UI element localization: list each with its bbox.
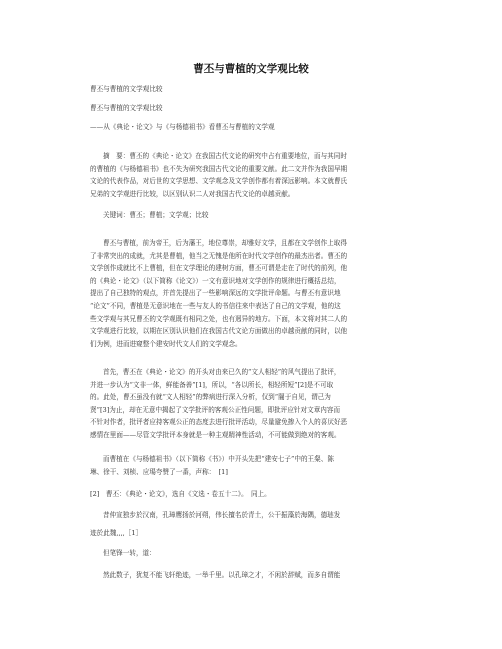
keywords [90, 209, 412, 222]
footnote-line: [2] 曹丕：《典论・论文》，选自《文选・卷五十二》。 同上。 [90, 490, 271, 498]
quote-line: 迹於此魏,,,,［1］ [90, 529, 143, 537]
header-line: ——从《典论・论文》与《与杨德祖书》看曹丕与曹植的文学观 [90, 123, 275, 131]
closing-line: 然此数子，犹复不能飞轩绝迹，一举千里。以孔璋之才，不闲於辞赋，而多自谓能 [103, 571, 341, 579]
paragraph-line: 们为例，进而进窥整个建安时代文人们的文学观念。 [90, 339, 242, 348]
paragraph-line: “论文”不同，曹植是无意识地在一些与友人的书信往来中表达了自己的文学观，他的这 [90, 301, 341, 310]
paragraph-line: 贤”[3]为止，却在无意中揭起了文学批评的客观公正性问题，即批评应针对文章内容而 [90, 405, 341, 414]
header-line: 曹丕与曹植的文学观比较 [90, 104, 163, 112]
abstract-line: 文论的代表作品，对后世的文学思想、文学观念及文学创作都有着深远影响。本文就曹氏 [90, 177, 348, 186]
paragraph-1 [90, 237, 412, 350]
header-line: 曹丕与曹植的文学观比较 [90, 85, 163, 93]
paragraph-line: 文学创作成就比不上曹植，但在文学理论的建树方面，曹丕可谓是走在了时代的前列，他 [90, 264, 348, 273]
paragraph-line: 提出了自己独特的观点，并首先提出了一些影响深远的文学批评命题。与曹丕有意识地 [90, 289, 341, 298]
abstract-line: 的曹植的《与杨德祖书》也不失为研究我国古代文论的重要文献。此二文并作为我国早期 [90, 164, 348, 173]
paragraph-line: 而曹植在《与杨德祖书》（以下简称《书》）中开头先把“建安七子”中的王粲、陈 [103, 455, 334, 463]
footnote [90, 488, 412, 501]
quote-line: 昔仲宣独步於汉南，孔璋鹰扬於河朔，伟长擅名於青土，公干振藻於海隅，德琏发 [103, 511, 341, 519]
paragraph-3 [90, 453, 412, 478]
abstract-line: 兄弟的文学观进行比较，以区别认识二人对我国古代文论的卓越贡献。 [90, 189, 295, 198]
quote [90, 509, 412, 540]
keywords-line: 关键词：曹丕；曹植；文学观；比较 [103, 211, 209, 219]
paragraph-line: 文学观进行比较，以期在区别认识他们在我国古代文论方面做出的卓越贡献的同时，以他 [90, 327, 348, 336]
header-lines [90, 83, 412, 134]
closing [90, 547, 412, 582]
paragraph-line: 曹丕与曹植，前为帝王，后为藩王，地位尊崇，却雅好文学，且都在文学创作上取得 [103, 239, 347, 247]
paragraph-line: 的《典论・论文》（以下简称《论文》）一文有意识地对文学创作的规律进行概括总结， [90, 276, 341, 285]
abstract [90, 150, 412, 200]
closing-line: 但笔锋一转，道： [103, 549, 156, 557]
paragraph-line: 不针对作者，批评者应持客观公正的态度去进行批评活动，尽量避免掺入个人的喜厌好恶 [90, 418, 348, 427]
paragraph-line: 些文学观与其兄曹丕的文学观既有相同之处，也有迥异的地方。下面，本文将对其二人的 [90, 314, 348, 323]
paragraph-line: 首先，曹丕在《典论・论文》的开头对由来已久的“文人相轻”的风气提出了批评， [103, 368, 341, 376]
abstract-line: 摘 要：曹丕的《典论・论文》在我国古代文论的研究中占有重要地位，而与其同时 [103, 152, 347, 160]
paragraph-line: 的。此处，曹丕虽没有就“文人相轻”的弊病进行深入分析，仅到“闇于自见，谓己为 [90, 393, 331, 402]
paragraph-2 [90, 366, 412, 442]
paragraph-line: 感情在里面——尽管文学批评本身就是一种主观精神性活动，不可能做到绝对的客观。 [90, 430, 341, 439]
paragraph-line: 琳、徐干、刘桢、应瑒夸赞了一番，声称： [1] [90, 467, 228, 476]
paragraph-line: 并进一步认为“文非一体，鲜能备善”[1]，所以，“各以所长，相轻所短”[2]是不可取 [90, 380, 334, 389]
document-title: 曹丕与曹植的文学观比较 [193, 63, 309, 75]
paragraph-line: 了非常突出的成就，尤其是曹植，他当之无愧是他所在时代文学创作的最杰出者。曹丕的 [90, 251, 348, 260]
